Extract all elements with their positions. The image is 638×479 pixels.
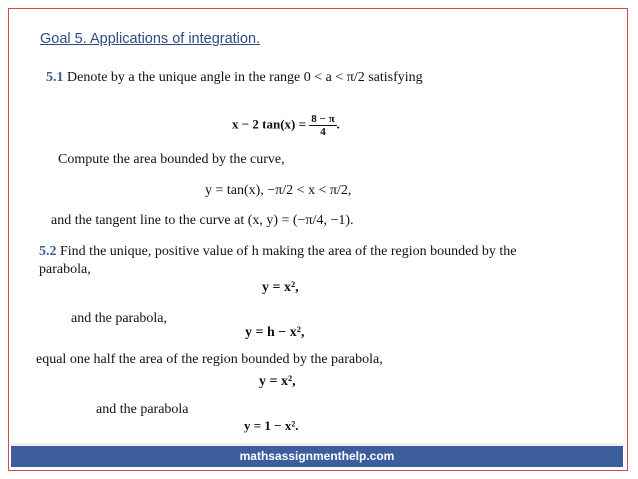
footer-banner: mathsassignmenthelp.com [11, 443, 623, 467]
problem-5-1-intro [46, 70, 423, 86]
equation-parabola-2: y = h − x², [245, 325, 305, 340]
problem-text: Denote by a the unique angle in the range 0 < a < π/2 satisfying [67, 70, 423, 85]
equation-parabola-1: y = x², [262, 280, 299, 295]
tangent-line-text: and the tangent line to the curve at (x, y) = (−π/4, −1). [51, 213, 354, 228]
curve-definition: y = tan(x), −π/2 < x < π/2, [205, 183, 352, 198]
problem-5-2-intro [39, 244, 516, 260]
equation-fraction [309, 113, 336, 138]
problem-text-continued: parabola, [39, 262, 91, 277]
problem-text: Find the unique, positive value of h making the area of the region bounded by the [60, 244, 517, 259]
page-title: Goal 5. Applications of integration. [40, 31, 261, 47]
equation-tan [232, 113, 340, 138]
fraction-numerator: 8 − π [311, 113, 335, 125]
equation-parabola-4: y = 1 − x². [244, 418, 299, 433]
and-parabola-text: and the parabola, [71, 311, 168, 326]
fraction-denominator: 4 [320, 126, 326, 138]
equation-end: . [336, 116, 340, 132]
problem-number: 5.2 [39, 244, 57, 259]
problem-number: 5.1 [46, 70, 64, 85]
equal-half-text: equal one half the area of the region bounded by the parabola, [36, 352, 383, 367]
compute-area-text: Compute the area bounded by the curve, [58, 152, 285, 167]
equation-parabola-3: y = x², [259, 374, 296, 389]
and-parabola-text-2: and the parabola [96, 402, 189, 417]
equation-lhs: x − 2 tan(x) = [232, 116, 307, 132]
